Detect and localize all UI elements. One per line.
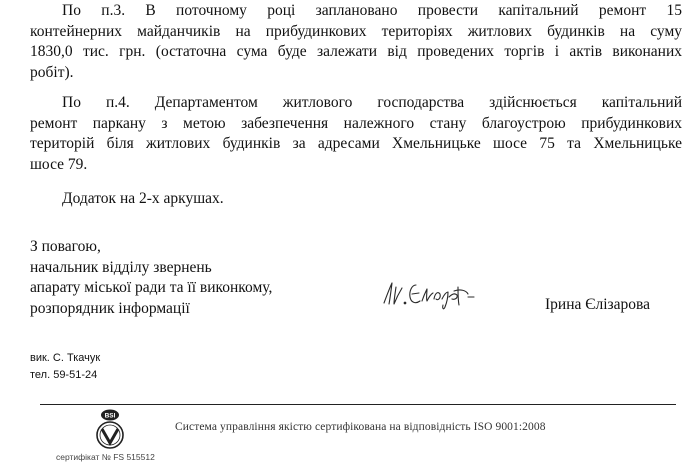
closing-line: розпорядник інформації <box>30 299 190 317</box>
closing-block <box>30 237 272 319</box>
paragraph-line: ремонт паркану з метою забезпечення належного стану благоустрою прибудинкових <box>30 114 682 132</box>
footer-divider <box>40 404 676 405</box>
paragraph-line: По п.4. Департаментом житлового господарства здійснюється капітальний <box>62 94 682 111</box>
executor-name: вик. С. Ткачук <box>30 352 101 364</box>
closing-line: начальник відділу звернень <box>30 258 212 276</box>
paragraph-line: контейнерних майданчиків на прибудинкових територіях житлових будинків на суму <box>30 22 682 40</box>
paragraph-item-3 <box>30 1 682 83</box>
closing-line: З повагою, <box>30 238 101 255</box>
paragraph-line: 1830,0 тис. грн. (остаточна сума буде залежати від проведених торгів і актів виконаних <box>30 43 682 60</box>
certification-statement: Система управління якістю сертифікована на відповідність ISO 9001:2008 <box>175 421 546 433</box>
signer-name: Ірина Єлізарова <box>545 296 651 313</box>
attachment-note: Додаток на 2-х аркушах. <box>62 190 224 207</box>
paragraph-line: По п.3. В поточному році заплановано провести капітальний ремонт 15 <box>62 2 682 19</box>
bsi-logo-text: BSI <box>104 412 116 420</box>
paragraph-item-4 <box>30 93 682 175</box>
certificate-number: сертифікат № FS 515512 <box>56 452 155 462</box>
bsi-certification-icon <box>85 407 135 451</box>
paragraph-line: шосе 79. <box>30 155 88 173</box>
paragraph-line: територій біля житлових будинків за адресами Хмельницьке шосе 75 та Хмельницьке <box>30 135 682 152</box>
paragraph-line: робіт). <box>30 63 74 81</box>
executor-info <box>30 350 100 384</box>
closing-line: апарату міської ради та її виконкому, <box>30 279 273 296</box>
executor-phone: тел. 59-51-24 <box>30 369 98 381</box>
handwritten-signature <box>378 277 508 311</box>
